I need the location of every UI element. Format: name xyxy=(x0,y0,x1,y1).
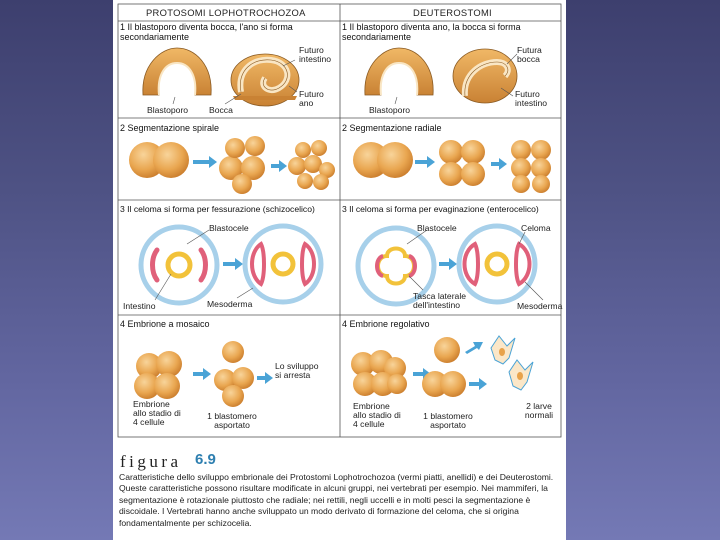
two-cell-stage-spiral xyxy=(129,142,189,178)
two-cell-stage-radial xyxy=(353,142,413,178)
label-futuro-intestino-right: Futuro intestino xyxy=(515,89,548,108)
label-blastoporo-left: Blastoporo xyxy=(147,105,189,115)
arrow-radial-2 xyxy=(491,158,507,170)
schizocoely-early xyxy=(141,227,217,303)
label-larve-normali: 2 larve normali xyxy=(524,401,554,420)
row2-left-title: 2 Segmentazione spirale xyxy=(120,123,220,133)
arrow-entero xyxy=(439,258,457,270)
row1-right-title: 1 Il blastoporo diventa ano, la bocca si forma secondariamente xyxy=(342,22,521,42)
label-mesoderma-right: Mesoderma xyxy=(517,301,563,311)
regulative-four-cell xyxy=(351,350,407,396)
gastrula-right-early xyxy=(365,48,433,95)
label-blastomero-asportato-left: 1 blastomero asportato xyxy=(207,411,257,430)
label-embrione-4-cellule-right: Embrione allo stadio di 4 cellule xyxy=(353,401,401,429)
label-blastomero-asportato-right: 1 blastomero asportato xyxy=(423,411,473,430)
arrow-spiral-2 xyxy=(271,160,287,172)
label-futuro-ano: Futuro ano xyxy=(299,89,324,108)
gastrula-right-late xyxy=(453,49,517,103)
label-futuro-intestino-left: Futuro intestino xyxy=(299,45,332,64)
label-blastocele-left: Blastocele xyxy=(209,223,249,233)
row4-left-title: 4 Embrione a mosaico xyxy=(120,319,210,329)
gastrula-left-early xyxy=(143,48,211,95)
column-header-protostomes: PROTOSOMI LOPHOTROCHOZOA xyxy=(146,7,306,18)
gastrula-left-late xyxy=(231,54,299,106)
label-mesoderma-left: Mesoderma xyxy=(207,299,253,309)
figure-number: 6.9 xyxy=(195,451,216,468)
label-tasca-laterale: Tasca laterale dell'intestino xyxy=(413,291,467,310)
arrow-mosaic xyxy=(193,368,211,380)
arrow-regulative-2a xyxy=(465,342,483,354)
mosaic-four-cell xyxy=(134,351,182,399)
label-embrione-4-cellule-left: Embrione allo stadio di 4 cellule xyxy=(133,399,181,427)
schizocoely-late xyxy=(245,226,321,302)
eight-cell-stage-radial xyxy=(439,140,485,186)
figure-sheet xyxy=(113,0,566,540)
label-bocca: Bocca xyxy=(209,105,233,115)
label-blastocele-right: Blastocele xyxy=(417,223,457,233)
regulative-blastomeres xyxy=(422,337,466,397)
figure-illustration xyxy=(113,0,566,445)
label-celoma: Celoma xyxy=(521,223,551,233)
row4-right-title: 4 Embrione regolativo xyxy=(342,319,430,329)
arrow-regulative-2b xyxy=(469,378,487,390)
mosaic-blastomeres xyxy=(214,341,254,407)
enterocoely-late xyxy=(459,226,535,302)
row1-left-title: 1 Il blastoporo diventa bocca, l'ano si forma secondariamente xyxy=(120,22,293,42)
arrow-schizo xyxy=(223,258,243,270)
label-blastoporo-right: Blastoporo xyxy=(369,105,411,115)
arrow-radial-1 xyxy=(415,156,435,168)
label-intestino: Intestino xyxy=(123,301,156,311)
label-futura-bocca: Futura bocca xyxy=(517,45,542,64)
row3-left-title: 3 Il celoma si forma per fessurazione (schizocelico) xyxy=(120,204,315,214)
row3-right-title: 3 Il celoma si forma per evaginazione (enterocelico) xyxy=(342,204,539,214)
pointer-blastoporo-left xyxy=(173,97,175,104)
figure-caption: Caratteristiche dello sviluppo embrionale dei Protostomi Lophotrochozoa (vermi piatti, anellidi) e dei Deuterostomi. Queste caratteristiche possono risultare modificate in alcuni gruppi, nei vertebrati per esempio. Nei mammiferi, la segmentazione è rotazionale piuttosto che radiale; nei rettili, negli uccelli e in molti pesci la segmentazione è discoidale. I Vertebrati hanno anche sviluppato un modo derivato di formazione del celoma, che si origina fondamentalmente per schizocelia. xyxy=(119,472,554,528)
arrow-mosaic-2 xyxy=(257,372,273,384)
figure-label-word: figura xyxy=(120,452,182,471)
eight-cell-stage-spiral xyxy=(219,136,265,194)
multi-cell-stage-radial xyxy=(511,140,551,193)
arrow-spiral-1 xyxy=(193,156,217,168)
normal-larvae xyxy=(491,336,533,390)
multi-cell-stage-spiral xyxy=(288,140,335,190)
column-header-deuterostomes: DEUTEROSTOMI xyxy=(413,7,492,18)
row2-right-title: 2 Segmentazione radiale xyxy=(342,123,442,133)
label-sviluppo-arresta: Lo sviluppo si arresta xyxy=(275,361,319,380)
